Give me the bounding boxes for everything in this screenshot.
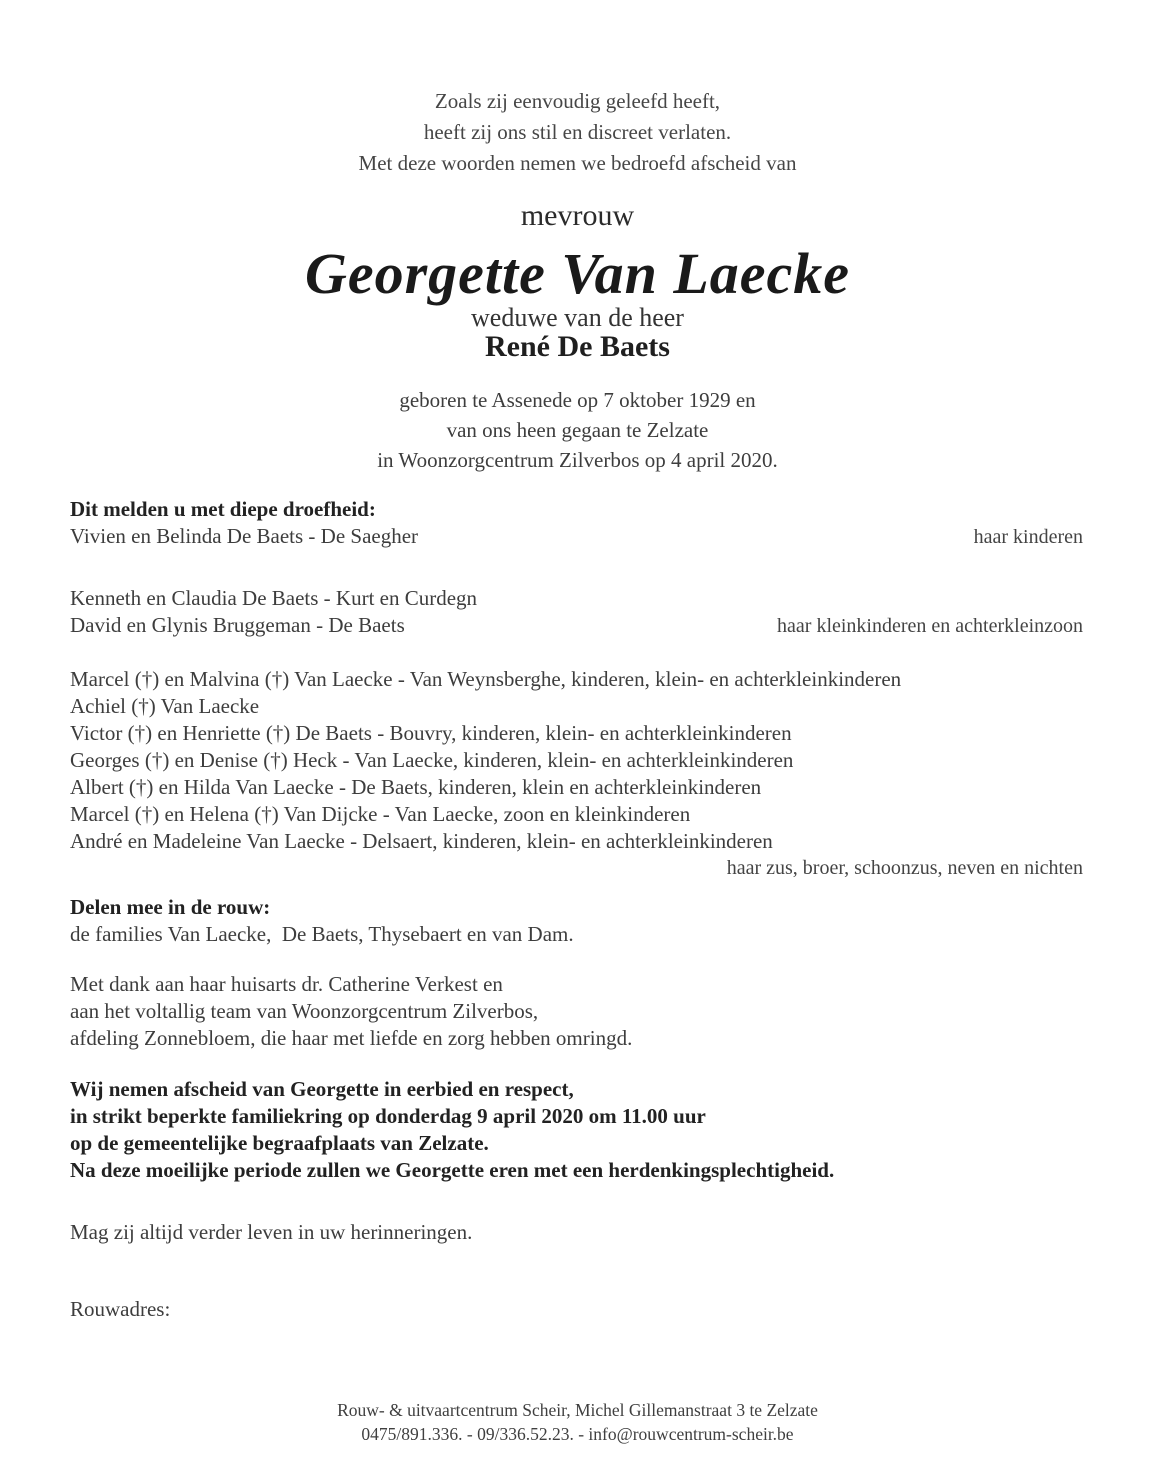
family-line: Victor (†) en Henriette (†) De Baets - Bouvry, kinderen, klein- en achterkleinkinderen bbox=[70, 721, 792, 745]
spacer bbox=[70, 551, 1083, 577]
life-dates bbox=[0, 385, 1155, 475]
family-line: Albert (†) en Hilda Van Laecke - De Baets, kinderen, klein en achterkleinkinderen bbox=[70, 775, 762, 799]
farewell-line: Na deze moeilijke periode zullen we Georgette eren met een herdenkingsplechtigheid. bbox=[70, 1158, 835, 1182]
mourning-heading: Delen mee in de rouw: bbox=[70, 895, 271, 919]
verse-line: Met deze woorden nemen we bedroefd afscheid van bbox=[358, 151, 797, 175]
opening-verse bbox=[0, 86, 1155, 179]
memory-line: Mag zij altijd verder leven in uw herinneringen. bbox=[70, 1220, 473, 1244]
thanks-line: aan het voltallig team van Woonzorgcentrum Zilverbos, bbox=[70, 999, 539, 1023]
children-names: Vivien en Belinda De Baets - De Saegher bbox=[70, 524, 419, 548]
children-row bbox=[70, 523, 1083, 551]
funeral-home-footer bbox=[0, 1398, 1155, 1446]
farewell-line: Wij nemen afscheid van Georgette in eerbied en respect, bbox=[70, 1077, 574, 1101]
spouse-name: René De Baets bbox=[485, 330, 670, 363]
widow-of-line: weduwe van de heer bbox=[471, 303, 684, 332]
salutation: mevrouw bbox=[520, 199, 635, 232]
spacer bbox=[70, 640, 1083, 666]
family-line: André en Madeleine Van Laecke - Delsaert, kinderen, klein- en achterkleinkinderen bbox=[70, 829, 773, 853]
life-dates-line: in Woonzorgcentrum Zilverbos op 4 april 2020. bbox=[377, 448, 778, 472]
mourning-address-label: Rouwadres: bbox=[70, 1297, 171, 1321]
funeral-home-address: Rouw- & uitvaartcentrum Scheir, Michel Gillemanstraat 3 te Zelzate bbox=[337, 1400, 818, 1420]
life-dates-line: geboren te Assenede op 7 oktober 1929 en bbox=[399, 388, 756, 412]
thanks-line: Met dank aan haar huisarts dr. Catherine Verkest en bbox=[70, 972, 503, 996]
grandchildren-row bbox=[70, 612, 1083, 640]
verse-line: heeft zij ons stil en discreet verlaten. bbox=[423, 120, 732, 144]
children-relation-label: haar kinderen bbox=[973, 526, 1083, 548]
mourning-families-line: de families Van Laecke, De Baets, Thysebaert en van Dam. bbox=[70, 922, 574, 946]
family-list bbox=[70, 666, 1083, 855]
family-line: Marcel (†) en Malvina (†) Van Laecke - Van Weynsberghe, kinderen, klein- en achterkleinkinderen bbox=[70, 667, 902, 691]
farewell-paragraph bbox=[70, 1076, 1083, 1184]
thanks-paragraph bbox=[70, 971, 1083, 1052]
grandchildren-relation-label: haar kleinkinderen en achterkleinzoon bbox=[777, 615, 1083, 637]
deceased-name: Georgette Van Laecke bbox=[304, 241, 851, 306]
announcement-body bbox=[70, 496, 1083, 1323]
family-relation-label: haar zus, broer, schoonzus, neven en nichten bbox=[726, 857, 1083, 879]
farewell-line: op de gemeentelijke begraafplaats van Zelzate. bbox=[70, 1131, 489, 1155]
grandchildren-names: David en Glynis Bruggeman - De Baets bbox=[70, 613, 405, 637]
verse-line: Zoals zij eenvoudig geleefd heeft, bbox=[434, 89, 721, 113]
grandchildren-names: Kenneth en Claudia De Baets - Kurt en Curdegn bbox=[70, 586, 478, 610]
announcement-heading: Dit melden u met diepe droefheid: bbox=[70, 497, 376, 521]
funeral-home-contact: 0475/891.336. - 09/336.52.23. - info@rouwcentrum-scheir.be bbox=[361, 1424, 794, 1444]
family-line: Georges (†) en Denise (†) Heck - Van Laecke, kinderen, klein- en achterkleinkinderen bbox=[70, 748, 794, 772]
family-line: Achiel (†) Van Laecke bbox=[70, 694, 260, 718]
family-line: Marcel (†) en Helena (†) Van Dijcke - Van Laecke, zoon en kleinkinderen bbox=[70, 802, 691, 826]
thanks-line: afdeling Zonnebloem, die haar met liefde en zorg hebben omringd. bbox=[70, 1026, 633, 1050]
farewell-line: in strikt beperkte familiekring op donderdag 9 april 2020 om 11.00 uur bbox=[70, 1104, 706, 1128]
life-dates-line: van ons heen gegaan te Zelzate bbox=[446, 418, 709, 442]
